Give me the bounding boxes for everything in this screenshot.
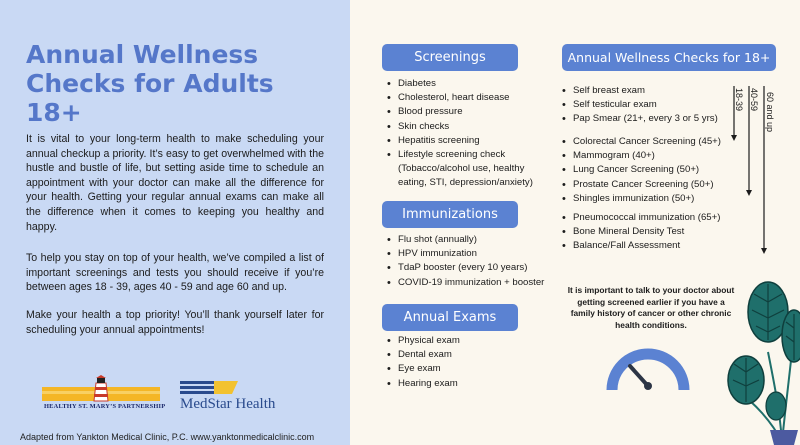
list-item: • Mammogram (40+) bbox=[561, 149, 746, 163]
footer-credit: Adapted from Yankton Medical Clinic, P.C. www.yanktonmedicalclinic.com bbox=[20, 432, 315, 442]
age-label-18-39: 18-39 bbox=[734, 88, 744, 112]
wellness-group-60-up bbox=[561, 211, 746, 254]
annual-exams-heading: Annual Exams bbox=[382, 304, 518, 331]
annual-exams-list bbox=[386, 334, 536, 391]
list-item: • Diabetes bbox=[386, 77, 551, 91]
arrowhead-18-39 bbox=[731, 135, 737, 141]
list-item: • Lifestyle screening check (Tobacco/alcohol use, healthy eating, STI, depression/anxiety) bbox=[386, 148, 551, 191]
list-item: • Self breast exam bbox=[561, 84, 736, 98]
list-item: • Hepatitis screening bbox=[386, 134, 551, 148]
screenings-list bbox=[386, 77, 551, 191]
wellness-group-18-39 bbox=[561, 84, 736, 127]
list-item: • Eye exam bbox=[386, 362, 536, 376]
list-item: • Dental exam bbox=[386, 348, 536, 362]
title-line-2: Checks for Adults 18+ bbox=[26, 69, 274, 127]
gauge-icon bbox=[606, 346, 690, 392]
title-line-1: Annual Wellness bbox=[26, 40, 259, 69]
healthy-st-marys-text: HEALTHY ST. MARY’S PARTNERSHIP bbox=[44, 403, 166, 410]
list-item: • Lung Cancer Screening (50+) bbox=[561, 163, 746, 177]
medstar-logo bbox=[180, 380, 310, 416]
list-item: • Balance/Fall Assessment bbox=[561, 239, 746, 253]
list-item: • HPV immunization bbox=[386, 247, 556, 261]
list-item: • Pap Smear (21+, every 3 or 5 yrs) bbox=[561, 112, 736, 126]
closing-paragraph: Make your health a top priority! You’ll thank yourself later for scheduling your annual appointments! bbox=[26, 309, 324, 336]
lighthouse-icon bbox=[42, 375, 160, 405]
plant-icon bbox=[724, 272, 800, 445]
list-item: • Colorectal Cancer Screening (45+) bbox=[561, 135, 746, 149]
wellness-checks-heading: Annual Wellness Checks for 18+ bbox=[562, 44, 776, 71]
list-item: • Skin checks bbox=[386, 120, 551, 134]
list-item: • Bone Mineral Density Test bbox=[561, 225, 746, 239]
medstar-mark-icon bbox=[180, 380, 240, 396]
healthy-st-marys-logo bbox=[42, 375, 166, 413]
list-item: • Hearing exam bbox=[386, 377, 536, 391]
intro-paragraph: It is vital to your long-term health to make scheduling your annual checkup a priority. It’s easy to get overwhelmed with the hustle and bustle of life, but setting aside time to schedule an appointment with your doctor can make all the difference for your health. Getting your regular annual exams can make all the difference when it comes to keeping you healthy and happy. bbox=[26, 133, 324, 233]
screenings-heading: Screenings bbox=[382, 44, 518, 71]
list-item: • Pneumococcal immunization (65+) bbox=[561, 211, 746, 225]
list-item: • Blood pressure bbox=[386, 105, 551, 119]
wellness-group-40-59 bbox=[561, 135, 746, 206]
list-item: • Flu shot (annually) bbox=[386, 233, 556, 247]
immunizations-list bbox=[386, 233, 556, 290]
list-item: • Prostate Cancer Screening (50+) bbox=[561, 178, 746, 192]
page-title bbox=[26, 40, 326, 127]
list-item: • Cholesterol, heart disease bbox=[386, 91, 551, 105]
ages-paragraph: To help you stay on top of your health, we’ve compiled a list of important screenings and tests you should receive if you’re between ages 18 - 39, ages 40 - 59 and age 60 and up. bbox=[26, 252, 324, 294]
list-item: • COVID-19 immunization + booster bbox=[386, 276, 556, 290]
age-label-40-59: 40-59 bbox=[749, 88, 759, 112]
arrowhead-40-59 bbox=[746, 190, 752, 196]
list-item: • Physical exam bbox=[386, 334, 536, 348]
immunizations-heading: Immunizations bbox=[382, 201, 518, 228]
list-item: • Self testicular exam bbox=[561, 98, 736, 112]
arrowhead-60-up bbox=[761, 248, 767, 254]
doctor-note: It is important to talk to your doctor about getting screened earlier if you have a family history of cancer or other chronic health conditions. bbox=[567, 285, 735, 330]
age-label-60-up: 60 and up bbox=[765, 92, 775, 133]
list-item: • TdaP booster (every 10 years) bbox=[386, 261, 556, 275]
medstar-text: MedStar Health bbox=[180, 396, 276, 412]
left-panel bbox=[0, 0, 350, 445]
list-item: • Shingles immunization (50+) bbox=[561, 192, 746, 206]
